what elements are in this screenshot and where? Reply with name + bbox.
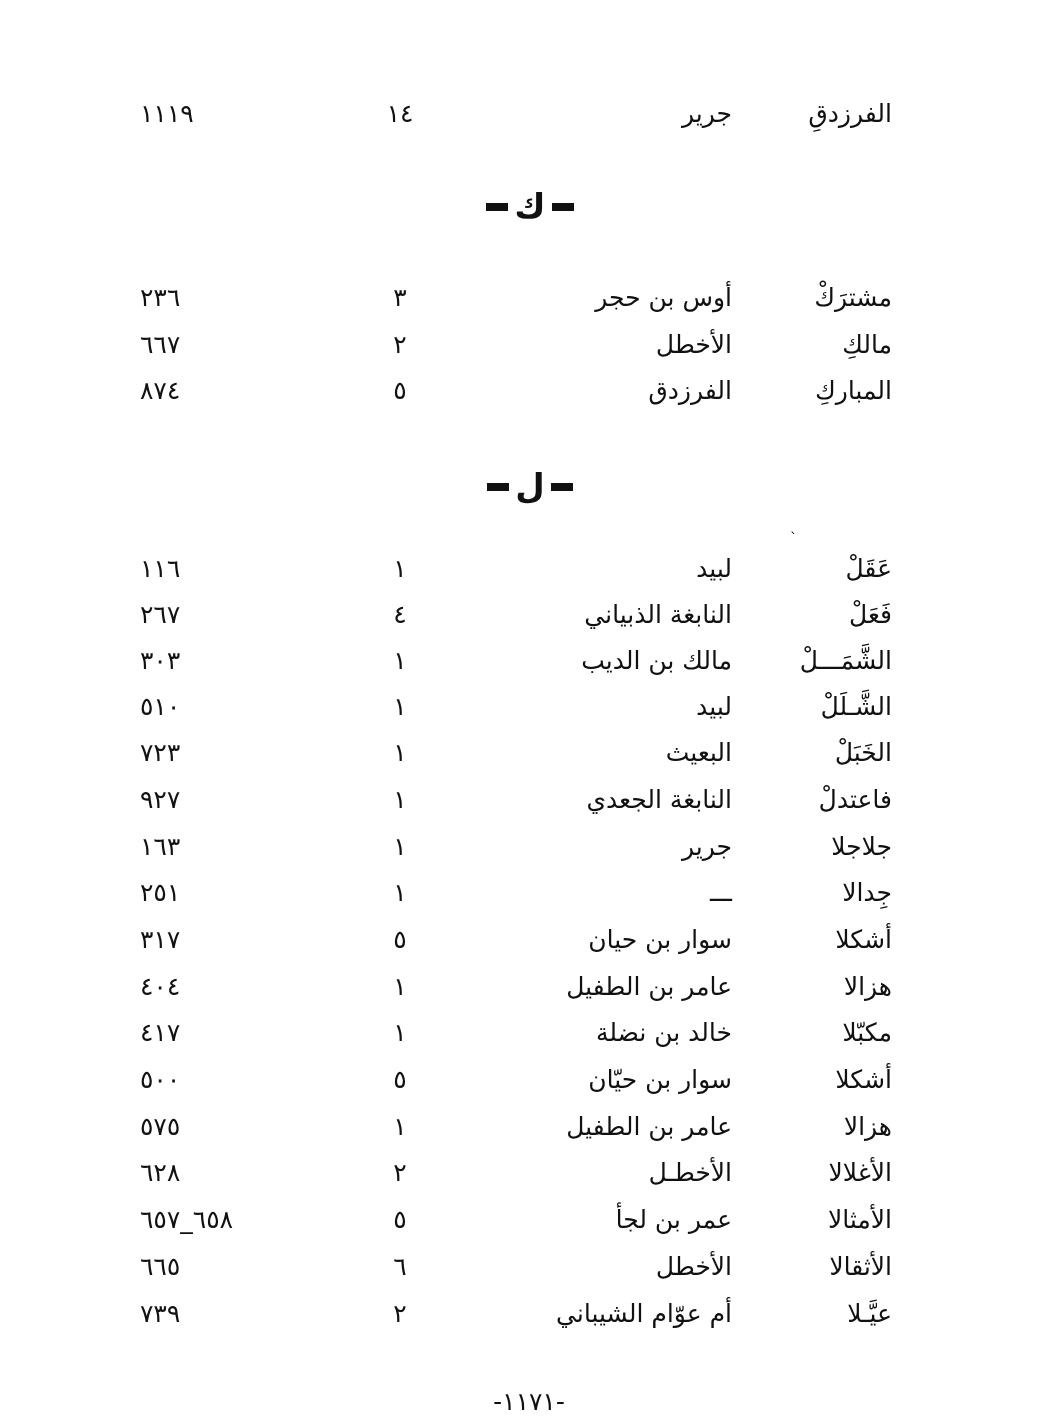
page-reference: ٣٠٣ [140, 646, 181, 675]
rhyme-word: الأثقالا [829, 1252, 892, 1281]
rhyme-word: الأمثالا [827, 1205, 892, 1234]
poet-name: النابغة الجعدي [586, 785, 732, 814]
page-number: -١١٧١- [493, 1387, 565, 1416]
rhyme-word: عَقَلْ [845, 554, 892, 583]
rhyme-word: الفرزدقِ [808, 99, 892, 128]
page-reference: ٣١٧ [140, 925, 181, 954]
index-row [0, 780, 1058, 820]
index-row [0, 371, 1058, 411]
index-row [0, 1247, 1058, 1287]
verse-count: ١٤ [386, 99, 414, 128]
verse-count: ٥ [393, 1205, 407, 1234]
poet-name: الفرزدق [648, 376, 732, 405]
section-letter: ك [514, 187, 546, 227]
verse-count: ١ [393, 785, 407, 814]
page-reference: ١١١٩ [140, 99, 194, 128]
header-dash-left [487, 483, 509, 491]
poet-name: الأخطل [655, 330, 732, 359]
verse-count: ٣ [393, 283, 407, 312]
header-dash-right [552, 203, 574, 211]
poet-name: ـــ [710, 878, 732, 907]
poet-name: جرير [682, 99, 732, 128]
index-row [0, 687, 1058, 727]
page-reference: ١٦٣ [140, 832, 181, 861]
rhyme-word: جلاجلا [831, 832, 892, 861]
index-row [0, 94, 1058, 134]
page-reference: ٦٥٨_٦٥٧ [140, 1205, 234, 1234]
index-row [0, 920, 1058, 960]
verse-count: ١ [393, 738, 407, 767]
rhyme-word: الأغلالا [828, 1158, 892, 1187]
index-row [0, 1153, 1058, 1193]
verse-count: ٥ [393, 1065, 407, 1094]
index-row [0, 1200, 1058, 1240]
index-row [0, 1013, 1058, 1053]
page-reference: ٦٦٥ [140, 1252, 181, 1281]
index-row [0, 733, 1058, 773]
index-row [0, 1060, 1058, 1100]
rhyme-word: المباركِ [815, 376, 892, 405]
rhyme-word: هزالا [843, 972, 892, 1001]
poet-name: البعيث [665, 738, 732, 767]
index-row [0, 1107, 1058, 1147]
index-row [0, 549, 1058, 589]
poet-name: الأخطل [655, 1252, 732, 1281]
rhyme-word: مالكِ [842, 330, 892, 359]
rhyme-word: أشكلا [835, 1065, 892, 1094]
verse-count: ١ [393, 972, 407, 1001]
index-row [0, 1294, 1058, 1334]
page-reference: ٦٢٨ [140, 1158, 181, 1187]
verse-count: ١ [393, 1018, 407, 1047]
rhyme-word: الشَّـلَلْ [820, 692, 892, 721]
poet-name: خالد بن نضلة [595, 1018, 732, 1047]
poet-name: عامر بن الطفيل [566, 1112, 732, 1141]
header-dash-left [486, 203, 508, 211]
rhyme-word: فَعَلْ [849, 600, 892, 629]
verse-count: ٢ [393, 1299, 407, 1328]
page-reference: ٢٦٧ [140, 600, 181, 629]
verse-count: ٥ [393, 376, 407, 405]
poet-name: عمر بن لجأ [615, 1205, 732, 1234]
poet-name: أم عوّام الشيباني [556, 1299, 732, 1328]
poet-name: الأخطـل [648, 1158, 732, 1187]
index-row [0, 873, 1058, 913]
verse-count: ٢ [393, 330, 407, 359]
page-reference: ١١٦ [140, 554, 181, 583]
verse-count: ٥ [393, 925, 407, 954]
poet-name: لبيد [696, 692, 732, 721]
poet-name: سوار بن حيّان [588, 1065, 732, 1094]
page-reference: ٧٢٣ [140, 738, 181, 767]
index-row [0, 325, 1058, 365]
verse-count: ١ [393, 832, 407, 861]
page-reference: ٥١٠ [140, 692, 181, 721]
verse-count: ١ [393, 646, 407, 675]
index-row [0, 278, 1058, 318]
rhyme-word: جِدالا [842, 878, 892, 907]
verse-count: ٦ [393, 1252, 407, 1281]
section-letter: ل [515, 467, 545, 507]
section-header-kaf [400, 182, 660, 232]
page-reference: ٧٣٩ [140, 1299, 181, 1328]
poet-name: لبيد [696, 554, 732, 583]
page-reference: ٢٣٦ [140, 283, 181, 312]
index-row [0, 641, 1058, 681]
poet-name: أوس بن حجر [595, 283, 732, 312]
rhyme-word: الشَّمَـــلْ [799, 646, 892, 675]
index-row [0, 967, 1058, 1007]
verse-count: ١ [393, 692, 407, 721]
poet-name: النابغة الذبياني [584, 600, 732, 629]
page-reference: ٤٠٤ [140, 972, 181, 1001]
page-reference: ٨٧٤ [140, 376, 181, 405]
rhyme-word: مكبّلا [842, 1018, 892, 1047]
section-header-lam [400, 462, 660, 512]
page-reference: ٩٢٧ [140, 785, 181, 814]
header-dash-right [551, 483, 573, 491]
poet-name: عامر بن الطفيل [566, 972, 732, 1001]
verse-count: ١ [393, 878, 407, 907]
rhyme-word: أشكلا [835, 925, 892, 954]
verse-count: ٢ [393, 1158, 407, 1187]
verse-count: ٤ [393, 600, 407, 629]
poet-name: مالك بن الديب [581, 646, 732, 675]
rhyme-word: عيَّـلا [847, 1299, 892, 1328]
index-row [0, 827, 1058, 867]
page-reference: ٦٦٧ [140, 330, 181, 359]
rhyme-word: هزالا [843, 1112, 892, 1141]
page-reference: ٥٠٠ [140, 1065, 181, 1094]
verse-count: ١ [393, 1112, 407, 1141]
print-speck: ` [790, 531, 797, 547]
rhyme-word: فاعتدلْ [818, 785, 892, 814]
rhyme-word: مشترَكْ [814, 283, 892, 312]
page-reference: ٢٥١ [140, 878, 181, 907]
rhyme-word: الخَبَلْ [834, 738, 892, 767]
index-row [0, 595, 1058, 635]
page-reference: ٤١٧ [140, 1018, 181, 1047]
verse-count: ١ [393, 554, 407, 583]
poet-name: جرير [682, 832, 732, 861]
poet-name: سوار بن حيان [588, 925, 732, 954]
page-reference: ٥٧٥ [140, 1112, 181, 1141]
